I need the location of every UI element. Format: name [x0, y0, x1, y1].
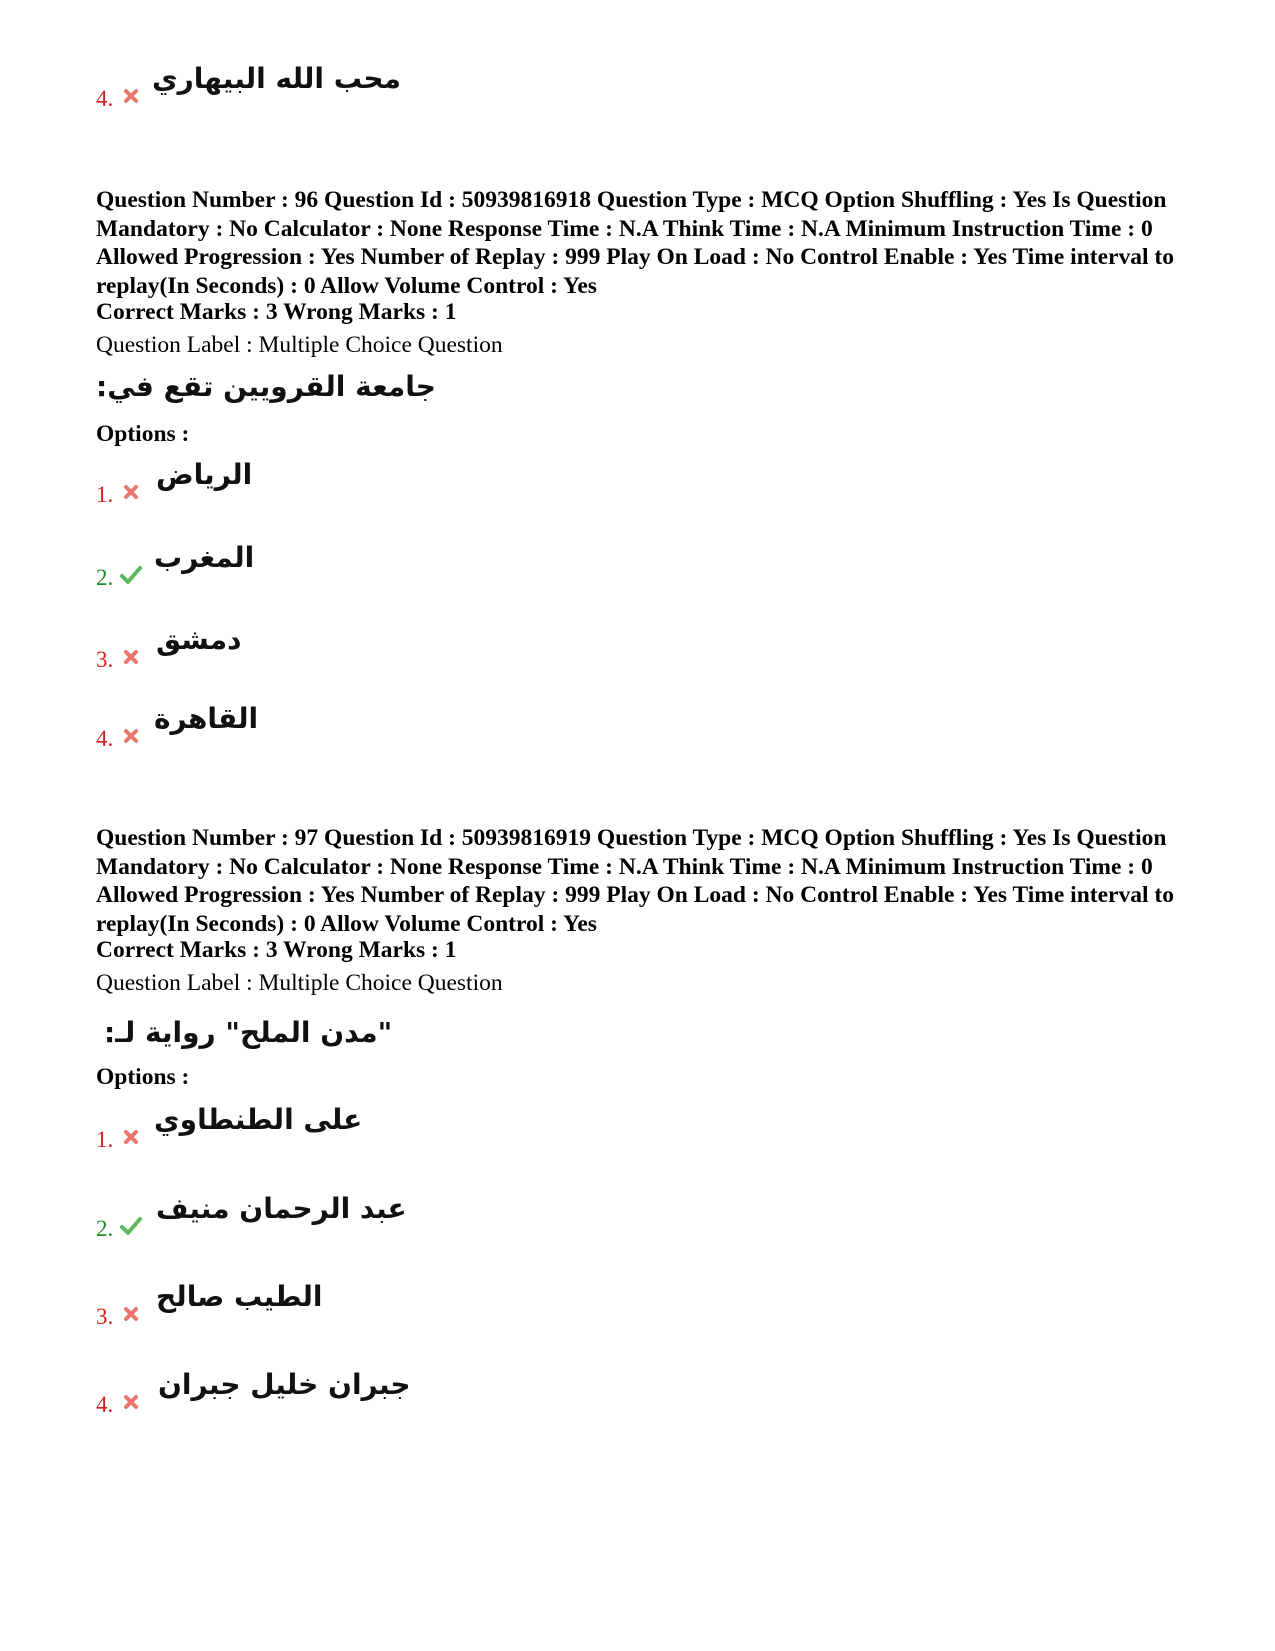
options-heading: Options :: [96, 421, 190, 447]
option-text: على الطنطاوي: [154, 1103, 363, 1136]
option-text: المغرب: [154, 541, 255, 574]
option-number: 3.: [96, 1304, 114, 1329]
wrong-mark-icon: [122, 727, 140, 745]
option-number: 4.: [96, 726, 114, 751]
option-number: 1.: [96, 1127, 114, 1152]
options-heading: Options :: [96, 1064, 190, 1090]
option-text: الطيب صالح: [156, 1280, 323, 1313]
option-number: 1.: [96, 482, 114, 507]
wrong-mark-icon: [122, 648, 140, 666]
question-marks: Correct Marks : 3 Wrong Marks : 1: [96, 937, 457, 963]
question-label: Question Label : Multiple Choice Question: [96, 970, 503, 996]
wrong-mark-icon: [122, 483, 140, 501]
wrong-mark-icon: [122, 1305, 140, 1323]
option-number: 3.: [96, 647, 114, 672]
option-number: 4.: [96, 86, 114, 111]
option-text: عبد الرحمان منيف: [156, 1192, 407, 1225]
option-text: محب الله البيهاري: [152, 62, 401, 95]
option-number: 4.: [96, 1392, 114, 1417]
correct-check-icon: [120, 1216, 142, 1236]
question-text: "مدن الملح" رواية لـ:: [104, 1016, 393, 1049]
question-marks: Correct Marks : 3 Wrong Marks : 1: [96, 299, 457, 325]
wrong-mark-icon: [122, 1128, 140, 1146]
option-number: 2.: [96, 565, 114, 590]
correct-check-icon: [120, 565, 142, 585]
option-text: دمشق: [156, 623, 242, 656]
option-text: الرياض: [156, 458, 253, 491]
option-text: جبران خليل جبران: [158, 1368, 411, 1401]
wrong-mark-icon: [122, 87, 140, 105]
option-number: 2.: [96, 1216, 114, 1241]
option-text: القاهرة: [154, 702, 259, 735]
question-text: جامعة القرويين تقع في:: [96, 370, 436, 403]
question-meta: Question Number : 96 Question Id : 50939816918 Question Type : MCQ Option Shuffling : Yes Is Question Mandatory : No Calculator : None Response Time : N.A Think Time : N.A Minimum Instruction Time : 0 Allowed Progression : Yes Number of Replay : 999 Play On Load : No Control Enable : Yes Time interval to replay(In Seconds) : 0 Allow Volume Control : Yes: [96, 187, 1174, 299]
question-meta: Question Number : 97 Question Id : 50939816919 Question Type : MCQ Option Shuffling : Yes Is Question Mandatory : No Calculator : None Response Time : N.A Think Time : N.A Minimum Instruction Time : 0 Allowed Progression : Yes Number of Replay : 999 Play On Load : No Control Enable : Yes Time interval to replay(In Seconds) : 0 Allow Volume Control : Yes: [96, 825, 1174, 937]
question-label: Question Label : Multiple Choice Question: [96, 332, 503, 358]
wrong-mark-icon: [122, 1393, 140, 1411]
